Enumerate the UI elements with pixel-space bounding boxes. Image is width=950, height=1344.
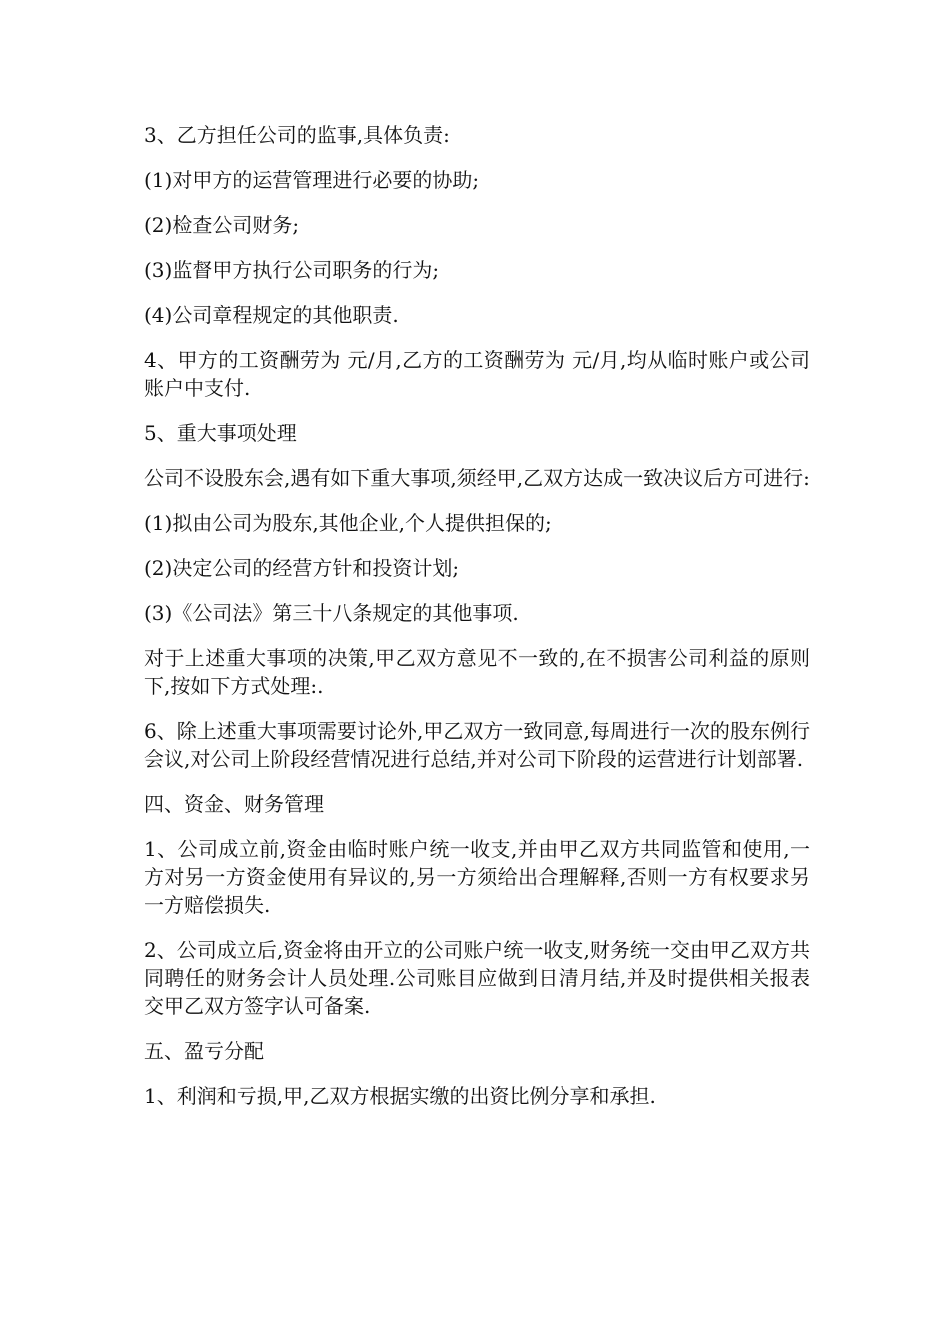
list-item: (4)公司章程规定的其他职责.: [144, 303, 399, 327]
clause-weekly-meeting: 6、除上述重大事项需要讨论外,甲乙双方一致同意,每周进行一次的股东例行会议,对公司上阶段经营情况进行总结,并对公司下阶段的运营进行计划部署.: [144, 719, 810, 771]
list-item: (2)决定公司的经营方针和投资计划;: [144, 556, 460, 580]
clause-funds-before: 1、公司成立前,资金由临时账户统一收支,并由甲乙双方共同监管和使用,一方对另一方资金使用有异议的,另一方须给出合理解释,否则一方有权要求另一方赔偿损失.: [144, 837, 810, 917]
clause-salary: 4、甲方的工资酬劳为 元/月,乙方的工资酬劳为 元/月,均从临时账户或公司账户中支付.: [144, 348, 810, 400]
section-heading: 5、重大事项处理: [144, 421, 297, 445]
list-item: (3)监督甲方执行公司职务的行为;: [144, 258, 440, 282]
paragraph-major-matters: 公司不设股东会,遇有如下重大事项,须经甲,乙双方达成一致决议后方可进行:: [144, 466, 810, 490]
clause-funds-after: 2、公司成立后,资金将由开立的公司账户统一收支,财务统一交由甲乙双方共同聘任的财务会计人员处理.公司账目应做到日清月结,并及时提供相关报表交甲乙双方签字认可备案.: [144, 938, 810, 1018]
clause-profit-loss: 1、利润和亏损,甲,乙双方根据实缴的出资比例分享和承担.: [144, 1084, 656, 1108]
list-item: (1)对甲方的运营管理进行必要的协助;: [144, 168, 480, 192]
list-item: (2)检查公司财务;: [144, 213, 300, 237]
section-heading: 五、盈亏分配: [144, 1039, 264, 1063]
document-body: [144, 121, 810, 1127]
list-item: (3)《公司法》第三十八条规定的其他事项.: [144, 601, 519, 625]
clause-supervisor-duties: 3、乙方担任公司的监事,具体负责:: [144, 123, 450, 147]
list-item: (1)拟由公司为股东,其他企业,个人提供担保的;: [144, 511, 552, 535]
section-heading: 四、资金、财务管理: [144, 792, 324, 816]
paragraph-disagreement: 对于上述重大事项的决策,甲乙双方意见不一致的,在不损害公司利益的原则下,按如下方式处理:.: [144, 646, 810, 698]
